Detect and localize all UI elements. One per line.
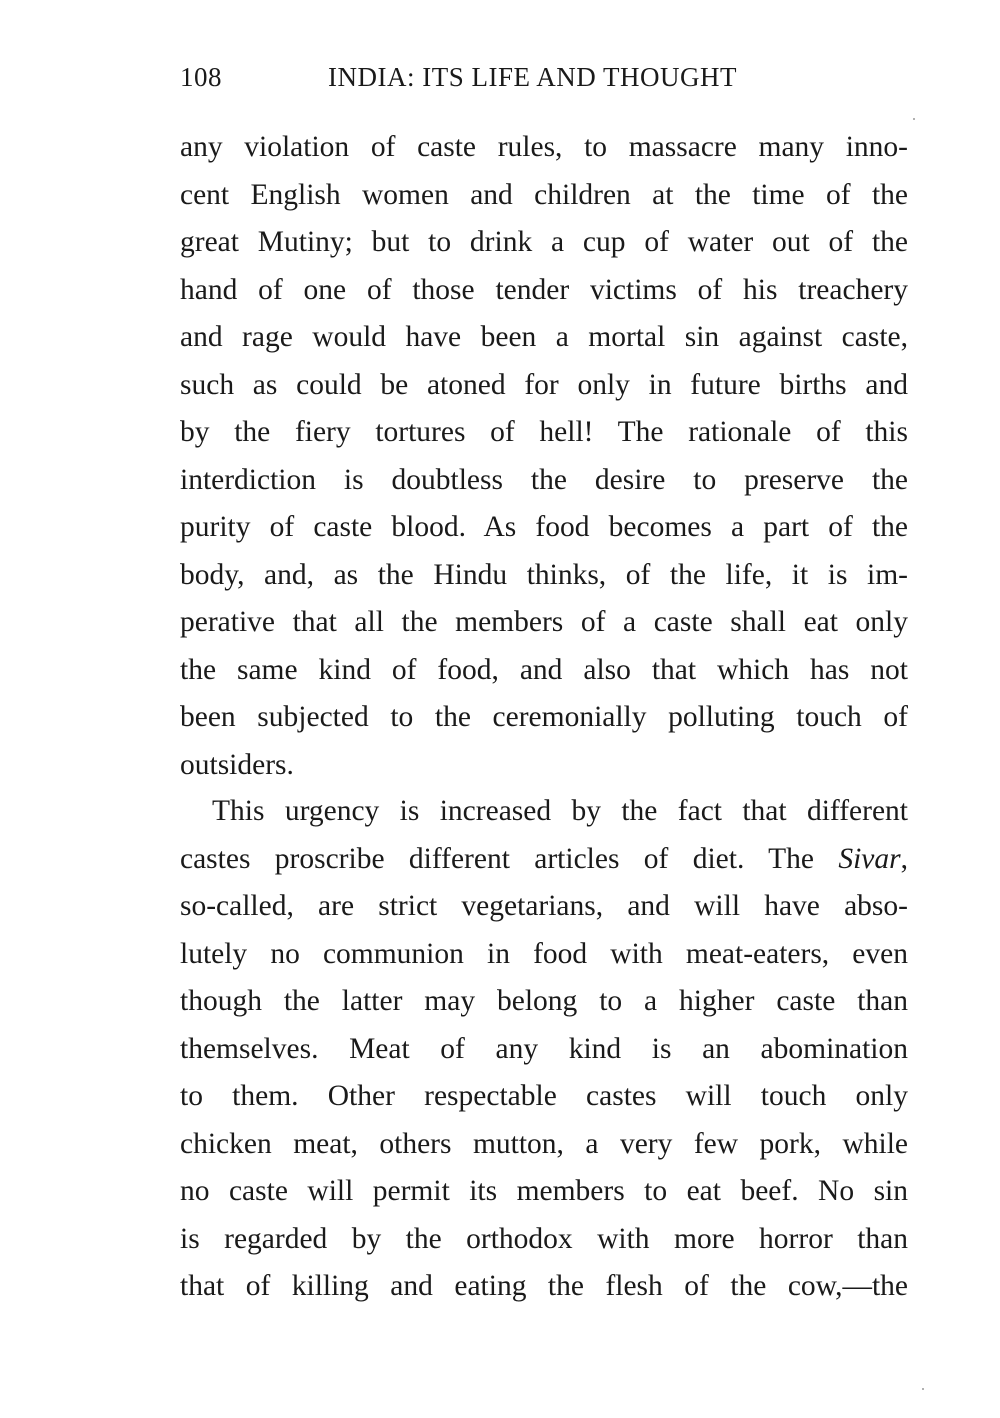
- text-line: lutely no communion in food with meat-eaters, even: [180, 937, 908, 970]
- text-line-with-italic: [180, 836, 908, 884]
- scan-speck: [922, 1388, 924, 1390]
- text-line: so-called, are strict vegetarians, and will have abso-: [180, 890, 908, 922]
- paragraph: [180, 788, 908, 1311]
- text-line: hand of one of those tender victims of his treachery: [180, 273, 908, 306]
- running-title: INDIA: ITS LIFE AND THOUGHT: [328, 62, 737, 92]
- text-line: outsiders.: [180, 748, 294, 781]
- body-text: [180, 124, 908, 1311]
- text-line: chicken meat, others mutton, a very few pork, while: [180, 1127, 908, 1160]
- text-line: great Mutiny; but to drink a cup of water out of the: [180, 226, 908, 258]
- text-segment: ,: [900, 842, 908, 875]
- text-line: cent English women and children at the time of the: [180, 178, 908, 211]
- text-line: that of killing and eating the flesh of the cow,—the: [180, 1270, 908, 1302]
- text-line: This urgency is increased by the fact that different: [212, 795, 908, 827]
- paragraph: [180, 124, 908, 789]
- text-line: interdiction is doubtless the desire to preserve the: [180, 463, 908, 496]
- text-line: perative that all the members of a caste shall eat only: [180, 606, 908, 638]
- text-line: been subjected to the ceremonially polluting touch of: [180, 701, 908, 733]
- text-line: the same kind of food, and also that which has not: [180, 653, 908, 686]
- page-number: 108: [180, 62, 222, 92]
- text-segment: castes proscribe different articles of diet. The: [180, 842, 839, 875]
- italic-term: Sivar: [838, 842, 901, 875]
- scan-speck: [913, 118, 915, 120]
- text-line: body, and, as the Hindu thinks, of the life, it is im-: [180, 558, 908, 591]
- text-line: by the fiery tortures of hell! The rationale of this: [180, 416, 908, 448]
- text-line: any violation of caste rules, to massacre many inno-: [180, 131, 908, 163]
- running-header: [180, 62, 780, 102]
- text-line: though the latter may belong to a higher caste than: [180, 985, 908, 1017]
- text-line: and rage would have been a mortal sin against caste,: [180, 321, 908, 353]
- text-line: to them. Other respectable castes will touch only: [180, 1080, 908, 1112]
- text-line: is regarded by the orthodox with more horror than: [180, 1222, 908, 1255]
- text-line: no caste will permit its members to eat beef. No sin: [180, 1175, 908, 1207]
- text-line: purity of caste blood. As food becomes a part of the: [180, 511, 908, 543]
- text-line: themselves. Meat of any kind is an abomination: [180, 1032, 908, 1065]
- text-line: such as could be atoned for only in future births and: [180, 368, 908, 401]
